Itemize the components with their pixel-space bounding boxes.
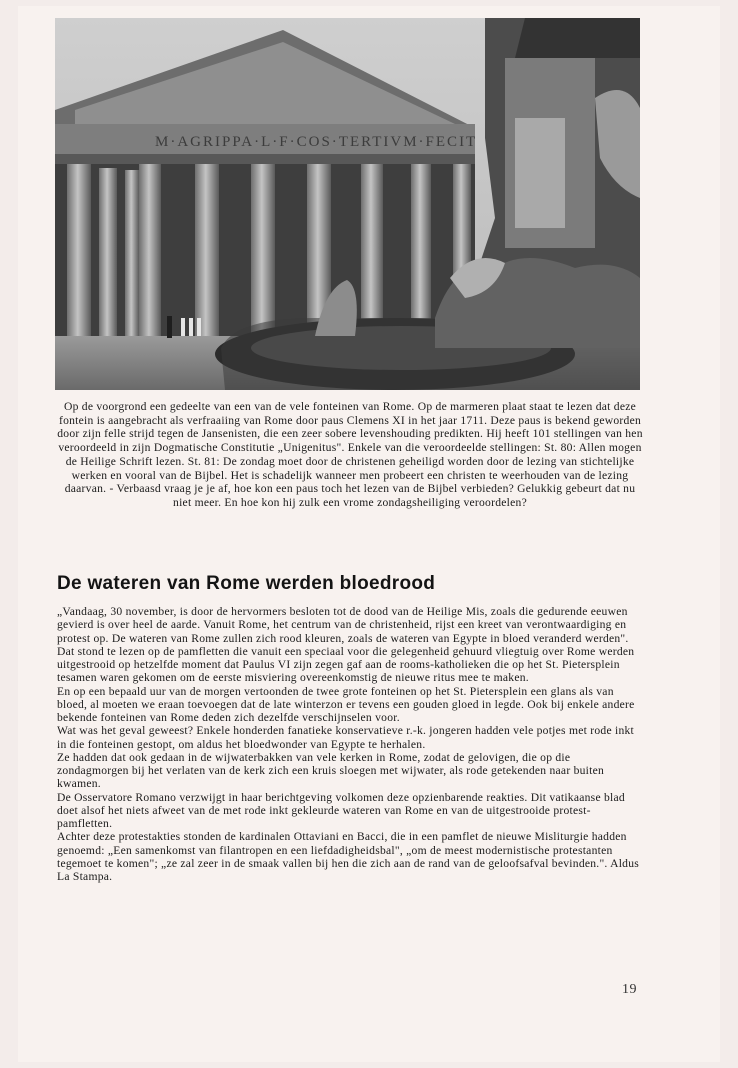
article-paragraph: En op een bepaald uur van de morgen vertoonden de twee grote fonteinen op het St. Pietersplein een glans als van bloed, al moeten we eraan toevoegen dat de late winterzon er tevens een gouden gloed in legde. Ook bij enkele andere bekende fonteinen van Rome deden zich dezelfde verschijnselen voor.	[57, 684, 635, 724]
page-number: 19	[622, 982, 637, 997]
article-paragraph: „Vandaag, 30 november, is door de hervormers besloten tot de dood van de Heilige Mis, zoals die gedurende eeuwen gevierd is over heel de aarde. Vanuit Rome, het centrum van de christenheid, rijst een kreet van verontwaardiging en protest op. De wateren van Rome zullen zich rood kleuren, zoals de wateren van Egypte in bloed veranderd werden". Dat stond te lezen op de pamfletten die vanuit een speciaal voor die gelegenheid gehuurd vliegtuig over Rome werden uitgestrooid op hetzelfde moment dat Paulus VI zijn zegen gaf aan de rooms-katholieken die op het St. Pietersplein tesamen waren gekomen om de eerste misviering overeenkomstig de nieuwe ritus mee te maken.	[57, 605, 635, 685]
pantheon-fountain-photo	[55, 18, 640, 390]
article-paragraph: Achter deze protestakties stonden de kardinalen Ottaviani en Bacci, die in een pamflet de nieuwe Misliturgie hadden genoemd: „Een samenkomst van filantropen en een liefdadigheidsbal", „om de meest modernistische protestanten tegemoet te komen"; „ze zal zeer in de smaak vallen bij hen die zich aan de rand van de geloofsafval bevinden.". Aldus La Stampa.	[57, 830, 640, 883]
photo-illustration	[55, 18, 640, 390]
photo-caption	[55, 400, 645, 510]
inscription-text: M·AGRIPPA·L·F·COS·TERTIVM·FECIT	[155, 134, 478, 150]
caption-text: Op de voorgrond een gedeelte van een van de vele fonteinen van Rome. Op de marmeren plaat staat te lezen dat deze fontein is aangebracht als verfraaiing van Rome door paus Clemens XI in het jaar 1711. Deze paus is bekend geworden door zijn felle strijd tegen de Jansenisten, die een zeer sobere levenshouding predikten. Hij heeft 101 stellingen van hen veroordeeld in zijn Dogmatische Constitutie „Unigenitus". Enkele van die veroordeelde stellingen: St. 80: Allen mogen de Heilige Schrift lezen. St. 81: De zondag moet door de christenen geheiligd worden door de lezing van stichtelijke werken en vooral van de Bijbel. Het is schadelijk wanneer men probeert een christen te weerhouden van de lezing daarvan. - Verbaasd vraag je je af, hoe kon een paus toch het lezen van de Bijbel verbieden? Gelukkig gebeurt dat nu niet meer. En hoe kon hij zulk een vrome zondagsheiliging veroordelen?	[57, 400, 643, 509]
article-headline: De wateren van Rome werden bloedrood	[57, 573, 436, 594]
article-paragraph: Ze hadden dat ook gedaan in de wijwaterbakken van vele kerken in Rome, zodat de gelovigen, die op die zondagmorgen bij het verlaten van de kerk zich een kruis sloegen met wijwater, als rode getekenden naar buiten kwamen.	[57, 750, 605, 791]
article-paragraph: Wat was het geval geweest? Enkele honderden fanatieke konservatieve r.-k. jongeren hadden vele potjes met rode inkt in die fonteinen gestopt, om aldus het bloedwonder van Egypte te herhalen.	[57, 724, 635, 751]
article-body	[57, 605, 645, 883]
article-paragraph: De Osservatore Romano verzwijgt in haar berichtgeving volkomen deze opzienbarende reakties. Dit vatikaanse blad doet alsof het niets afweet van de met rode inkt gekleurde wateren van Rome en van de uitgestrooide protest-pamfletten.	[57, 790, 625, 830]
